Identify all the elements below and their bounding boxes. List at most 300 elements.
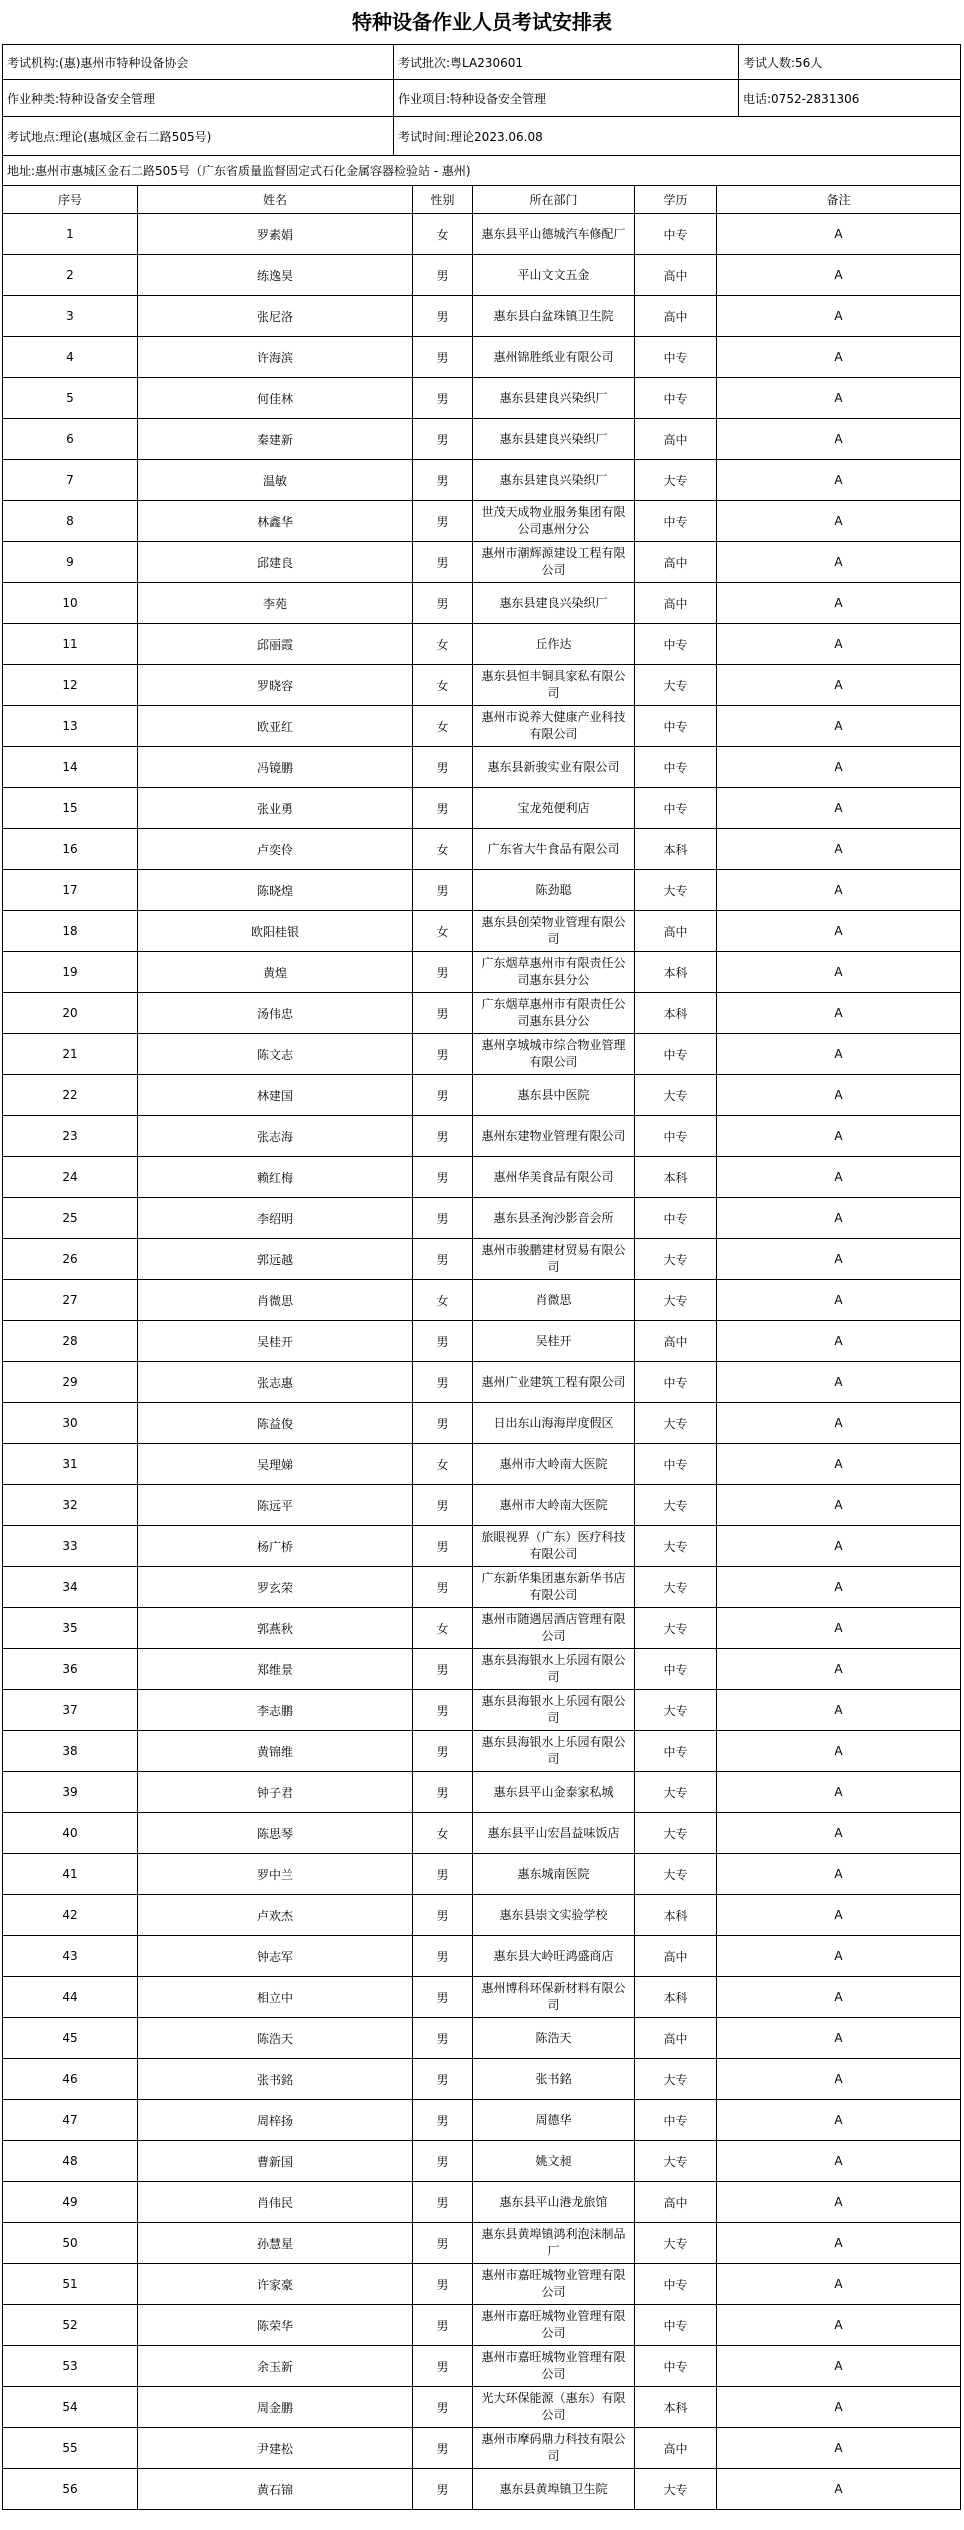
- cell-number: 52: [3, 2305, 138, 2346]
- cell-number: 4: [3, 337, 138, 378]
- cell-gender: 女: [413, 214, 473, 255]
- cell-department: 丘作达: [473, 624, 635, 665]
- table-row: [3, 337, 961, 378]
- table-row: [3, 870, 961, 911]
- table-row: [3, 1567, 961, 1608]
- cell-gender: 男: [413, 1362, 473, 1403]
- cell-name: 余玉新: [138, 2346, 413, 2387]
- cell-department: 惠州博科环保新材料有限公司: [473, 1977, 635, 2018]
- cell-gender: 男: [413, 1321, 473, 1362]
- cell-name: 钟志军: [138, 1936, 413, 1977]
- table-row: [3, 1280, 961, 1321]
- table-row: [3, 665, 961, 706]
- cell-name: 郑维景: [138, 1649, 413, 1690]
- cell-gender: 女: [413, 706, 473, 747]
- cell-number: 14: [3, 747, 138, 788]
- cell-education: 中专: [635, 788, 717, 829]
- contact-phone: 电话:0752-2831306: [739, 80, 961, 117]
- cell-education: 中专: [635, 1198, 717, 1239]
- cell-remark: A: [717, 1977, 961, 2018]
- cell-number: 35: [3, 1608, 138, 1649]
- cell-education: 大专: [635, 1608, 717, 1649]
- cell-name: 周梓扬: [138, 2100, 413, 2141]
- cell-gender: 男: [413, 1198, 473, 1239]
- table-row: [3, 1731, 961, 1772]
- cell-department: 惠东县平山宏昌益味饭店: [473, 1813, 635, 1854]
- cell-department: 惠州市潮辉源建设工程有限公司: [473, 542, 635, 583]
- cell-name: 卢奕伶: [138, 829, 413, 870]
- cell-remark: A: [717, 1444, 961, 1485]
- table-row: [3, 1895, 961, 1936]
- cell-name: 陈益俊: [138, 1403, 413, 1444]
- cell-department: 平山文文五金: [473, 255, 635, 296]
- cell-department: 惠东县建良兴染织厂: [473, 378, 635, 419]
- cell-name: 冯镜鹏: [138, 747, 413, 788]
- table-row: [3, 1977, 961, 2018]
- cell-number: 37: [3, 1690, 138, 1731]
- cell-number: 19: [3, 952, 138, 993]
- cell-gender: 男: [413, 501, 473, 542]
- cell-gender: 男: [413, 2018, 473, 2059]
- cell-department: 惠州市大岭南大医院: [473, 1444, 635, 1485]
- cell-number: 24: [3, 1157, 138, 1198]
- table-row: [3, 1116, 961, 1157]
- cell-remark: A: [717, 501, 961, 542]
- cell-gender: 男: [413, 2387, 473, 2428]
- cell-gender: 女: [413, 1813, 473, 1854]
- cell-number: 20: [3, 993, 138, 1034]
- cell-department: 惠东县平山港龙旅馆: [473, 2182, 635, 2223]
- cell-remark: A: [717, 419, 961, 460]
- table-row: [3, 460, 961, 501]
- col-header-name: 姓名: [138, 186, 413, 214]
- table-row: [3, 583, 961, 624]
- cell-remark: A: [717, 624, 961, 665]
- cell-name: 张书銘: [138, 2059, 413, 2100]
- cell-department: 惠州东建物业管理有限公司: [473, 1116, 635, 1157]
- cell-number: 49: [3, 2182, 138, 2223]
- table-row: [3, 2059, 961, 2100]
- cell-number: 27: [3, 1280, 138, 1321]
- cell-name: 陈晓煌: [138, 870, 413, 911]
- cell-number: 9: [3, 542, 138, 583]
- cell-education: 中专: [635, 624, 717, 665]
- cell-number: 8: [3, 501, 138, 542]
- cell-number: 40: [3, 1813, 138, 1854]
- cell-education: 大专: [635, 2059, 717, 2100]
- cell-number: 54: [3, 2387, 138, 2428]
- cell-gender: 女: [413, 665, 473, 706]
- cell-gender: 男: [413, 1854, 473, 1895]
- cell-number: 16: [3, 829, 138, 870]
- cell-gender: 男: [413, 993, 473, 1034]
- table-row: [3, 2387, 961, 2428]
- cell-department: 惠州市说养大健康产业科技有限公司: [473, 706, 635, 747]
- cell-department: 陈浩天: [473, 2018, 635, 2059]
- cell-education: 本科: [635, 1977, 717, 2018]
- cell-name: 陈浩天: [138, 2018, 413, 2059]
- cell-name: 张业勇: [138, 788, 413, 829]
- cell-education: 中专: [635, 1116, 717, 1157]
- cell-education: 本科: [635, 952, 717, 993]
- cell-gender: 男: [413, 583, 473, 624]
- cell-name: 钟子君: [138, 1772, 413, 1813]
- cell-number: 56: [3, 2469, 138, 2510]
- table-row: [3, 2469, 961, 2510]
- cell-remark: A: [717, 1895, 961, 1936]
- cell-gender: 男: [413, 1731, 473, 1772]
- cell-number: 43: [3, 1936, 138, 1977]
- cell-department: 惠州市摩码鼎力科技有限公司: [473, 2428, 635, 2469]
- cell-name: 罗晓容: [138, 665, 413, 706]
- cell-education: 中专: [635, 2100, 717, 2141]
- table-row: [3, 1936, 961, 1977]
- cell-remark: A: [717, 1526, 961, 1567]
- cell-remark: A: [717, 1567, 961, 1608]
- cell-education: 中专: [635, 1034, 717, 1075]
- cell-remark: A: [717, 1936, 961, 1977]
- table-row: [3, 706, 961, 747]
- cell-education: 中专: [635, 2305, 717, 2346]
- cell-name: 吴桂开: [138, 1321, 413, 1362]
- table-row: [3, 1075, 961, 1116]
- cell-number: 41: [3, 1854, 138, 1895]
- cell-gender: 男: [413, 2428, 473, 2469]
- cell-remark: A: [717, 378, 961, 419]
- cell-gender: 男: [413, 1403, 473, 1444]
- table-row: [3, 788, 961, 829]
- cell-number: 53: [3, 2346, 138, 2387]
- table-row: [3, 378, 961, 419]
- table-row: [3, 1034, 961, 1075]
- cell-name: 李志鹏: [138, 1690, 413, 1731]
- cell-education: 中专: [635, 1731, 717, 1772]
- cell-number: 21: [3, 1034, 138, 1075]
- cell-name: 肖伟民: [138, 2182, 413, 2223]
- cell-department: 惠东县崇文实验学校: [473, 1895, 635, 1936]
- cell-department: 惠东县恒丰铜具家私有限公司: [473, 665, 635, 706]
- cell-remark: A: [717, 2469, 961, 2510]
- cell-department: 惠州市嘉旺城物业管理有限公司: [473, 2346, 635, 2387]
- cell-number: 13: [3, 706, 138, 747]
- cell-remark: A: [717, 1280, 961, 1321]
- cell-gender: 女: [413, 624, 473, 665]
- cell-gender: 男: [413, 1649, 473, 1690]
- table-row: [3, 2018, 961, 2059]
- table-row: [3, 2305, 961, 2346]
- col-header-department: 所在部门: [473, 186, 635, 214]
- table-row: [3, 911, 961, 952]
- cell-education: 本科: [635, 829, 717, 870]
- cell-gender: 男: [413, 1690, 473, 1731]
- cell-gender: 男: [413, 296, 473, 337]
- cell-education: 中专: [635, 337, 717, 378]
- cell-name: 赖红梅: [138, 1157, 413, 1198]
- cell-remark: A: [717, 1239, 961, 1280]
- cell-gender: 男: [413, 2264, 473, 2305]
- cell-remark: A: [717, 2346, 961, 2387]
- cell-number: 1: [3, 214, 138, 255]
- cell-gender: 男: [413, 1485, 473, 1526]
- cell-gender: 男: [413, 255, 473, 296]
- cell-gender: 男: [413, 952, 473, 993]
- cell-department: 惠东县建良兴染织厂: [473, 460, 635, 501]
- cell-remark: A: [717, 911, 961, 952]
- cell-remark: A: [717, 1362, 961, 1403]
- cell-name: 汤伟忠: [138, 993, 413, 1034]
- exam-count: 考试人数:56人: [739, 45, 961, 80]
- cell-remark: A: [717, 2018, 961, 2059]
- cell-name: 曹新国: [138, 2141, 413, 2182]
- table-row: [3, 1813, 961, 1854]
- cell-education: 本科: [635, 2387, 717, 2428]
- cell-remark: A: [717, 2387, 961, 2428]
- table-row: [3, 1321, 961, 1362]
- cell-education: 大专: [635, 1485, 717, 1526]
- exam-address: 地址:惠州市惠城区金石二路505号（广东省质量监督固定式石化金属容器检验站 - 惠州): [3, 156, 961, 186]
- table-row: [3, 993, 961, 1034]
- cell-department: 惠州市大岭南大医院: [473, 1485, 635, 1526]
- page-title: 特种设备作业人员考试安排表: [352, 10, 612, 34]
- exam-time: 考试时间:理论2023.06.08: [394, 117, 961, 156]
- cell-name: 李苑: [138, 583, 413, 624]
- cell-department: 惠州市嘉旺城物业管理有限公司: [473, 2305, 635, 2346]
- cell-remark: A: [717, 2428, 961, 2469]
- cell-gender: 男: [413, 2305, 473, 2346]
- cell-number: 18: [3, 911, 138, 952]
- cell-number: 32: [3, 1485, 138, 1526]
- cell-education: 高中: [635, 419, 717, 460]
- cell-department: 世茂天成物业服务集团有限公司惠州分公: [473, 501, 635, 542]
- cell-gender: 男: [413, 788, 473, 829]
- cell-remark: A: [717, 542, 961, 583]
- table-row: [3, 542, 961, 583]
- cell-name: 温敏: [138, 460, 413, 501]
- cell-gender: 男: [413, 1075, 473, 1116]
- roster-table: [2, 185, 961, 2510]
- cell-remark: A: [717, 993, 961, 1034]
- cell-education: 高中: [635, 911, 717, 952]
- exam-location: 考试地点:理论(惠城区金石二路505号): [3, 117, 394, 156]
- table-row: [3, 1157, 961, 1198]
- cell-education: 大专: [635, 2141, 717, 2182]
- cell-gender: 男: [413, 2059, 473, 2100]
- cell-remark: A: [717, 952, 961, 993]
- cell-number: 39: [3, 1772, 138, 1813]
- cell-remark: A: [717, 747, 961, 788]
- cell-number: 38: [3, 1731, 138, 1772]
- cell-department: 肖微思: [473, 1280, 635, 1321]
- cell-remark: A: [717, 2264, 961, 2305]
- cell-number: 36: [3, 1649, 138, 1690]
- cell-name: 卢欢杰: [138, 1895, 413, 1936]
- cell-name: 许家豪: [138, 2264, 413, 2305]
- cell-department: 惠东县圣洵沙影音会所: [473, 1198, 635, 1239]
- cell-department: 惠州广业建筑工程有限公司: [473, 1362, 635, 1403]
- cell-education: 本科: [635, 993, 717, 1034]
- cell-department: 惠东县海银水上乐园有限公司: [473, 1690, 635, 1731]
- cell-education: 大专: [635, 665, 717, 706]
- cell-remark: A: [717, 1690, 961, 1731]
- cell-number: 30: [3, 1403, 138, 1444]
- cell-number: 48: [3, 2141, 138, 2182]
- cell-name: 秦建新: [138, 419, 413, 460]
- cell-number: 44: [3, 1977, 138, 2018]
- cell-department: 惠州市骏鹏建材贸易有限公司: [473, 1239, 635, 1280]
- table-row: [3, 1485, 961, 1526]
- table-row: [3, 2264, 961, 2305]
- cell-name: 罗素娟: [138, 214, 413, 255]
- cell-number: 17: [3, 870, 138, 911]
- cell-remark: A: [717, 255, 961, 296]
- cell-education: 中专: [635, 2346, 717, 2387]
- cell-remark: A: [717, 2305, 961, 2346]
- cell-department: 惠州享城城市综合物业管理有限公司: [473, 1034, 635, 1075]
- table-row: [3, 1444, 961, 1485]
- cell-department: 惠州市嘉旺城物业管理有限公司: [473, 2264, 635, 2305]
- cell-name: 张尼洛: [138, 296, 413, 337]
- cell-gender: 女: [413, 1280, 473, 1321]
- cell-department: 张书銘: [473, 2059, 635, 2100]
- cell-gender: 女: [413, 829, 473, 870]
- table-row: [3, 1854, 961, 1895]
- cell-name: 黄锦维: [138, 1731, 413, 1772]
- table-row: [3, 829, 961, 870]
- cell-number: 46: [3, 2059, 138, 2100]
- cell-education: 大专: [635, 1772, 717, 1813]
- cell-name: 邱丽霞: [138, 624, 413, 665]
- cell-education: 高中: [635, 2182, 717, 2223]
- cell-education: 高中: [635, 2428, 717, 2469]
- cell-name: 练逸昊: [138, 255, 413, 296]
- cell-name: 许海滨: [138, 337, 413, 378]
- cell-name: 郭远越: [138, 1239, 413, 1280]
- table-row: [3, 1649, 961, 1690]
- cell-department: 惠东城南医院: [473, 1854, 635, 1895]
- cell-gender: 男: [413, 747, 473, 788]
- cell-name: 陈文志: [138, 1034, 413, 1075]
- cell-gender: 男: [413, 2141, 473, 2182]
- cell-gender: 男: [413, 378, 473, 419]
- cell-department: 姚文昶: [473, 2141, 635, 2182]
- cell-gender: 男: [413, 1116, 473, 1157]
- cell-name: 邱建良: [138, 542, 413, 583]
- cell-name: 孙慧星: [138, 2223, 413, 2264]
- table-row: [3, 624, 961, 665]
- cell-gender: 男: [413, 870, 473, 911]
- table-row: [3, 1608, 961, 1649]
- cell-education: 大专: [635, 1813, 717, 1854]
- cell-number: 15: [3, 788, 138, 829]
- cell-name: 杨广桥: [138, 1526, 413, 1567]
- cell-remark: A: [717, 788, 961, 829]
- cell-education: 大专: [635, 1239, 717, 1280]
- cell-gender: 男: [413, 2100, 473, 2141]
- cell-name: 罗中兰: [138, 1854, 413, 1895]
- cell-gender: 男: [413, 1239, 473, 1280]
- cell-gender: 男: [413, 1772, 473, 1813]
- cell-department: 惠东县海银水上乐园有限公司: [473, 1731, 635, 1772]
- col-header-education: 学历: [635, 186, 717, 214]
- cell-remark: A: [717, 1649, 961, 1690]
- cell-remark: A: [717, 214, 961, 255]
- cell-gender: 男: [413, 2182, 473, 2223]
- cell-name: 欧阳桂银: [138, 911, 413, 952]
- cell-education: 大专: [635, 870, 717, 911]
- cell-name: 黄煌: [138, 952, 413, 993]
- cell-remark: A: [717, 1772, 961, 1813]
- cell-department: 惠东县建良兴染织厂: [473, 419, 635, 460]
- cell-education: 中专: [635, 214, 717, 255]
- cell-education: 高中: [635, 1936, 717, 1977]
- cell-number: 2: [3, 255, 138, 296]
- cell-department: 惠东县白盆珠镇卫生院: [473, 296, 635, 337]
- table-row: [3, 1403, 961, 1444]
- cell-remark: A: [717, 1157, 961, 1198]
- cell-department: 日出东山海海岸度假区: [473, 1403, 635, 1444]
- cell-remark: A: [717, 2141, 961, 2182]
- cell-remark: A: [717, 1608, 961, 1649]
- cell-name: 陈远平: [138, 1485, 413, 1526]
- cell-remark: A: [717, 1198, 961, 1239]
- cell-name: 林建国: [138, 1075, 413, 1116]
- cell-education: 高中: [635, 542, 717, 583]
- cell-education: 高中: [635, 1321, 717, 1362]
- table-row: [3, 952, 961, 993]
- table-row: [3, 2182, 961, 2223]
- cell-education: 中专: [635, 2264, 717, 2305]
- cell-gender: 男: [413, 2469, 473, 2510]
- cell-remark: A: [717, 1034, 961, 1075]
- cell-name: 欧亚红: [138, 706, 413, 747]
- cell-remark: A: [717, 2223, 961, 2264]
- table-row: [3, 2346, 961, 2387]
- cell-remark: A: [717, 1116, 961, 1157]
- cell-education: 高中: [635, 583, 717, 624]
- cell-education: 大专: [635, 2223, 717, 2264]
- table-row: [3, 2223, 961, 2264]
- table-row: [3, 2100, 961, 2141]
- cell-gender: 男: [413, 2346, 473, 2387]
- cell-remark: A: [717, 1321, 961, 1362]
- cell-number: 55: [3, 2428, 138, 2469]
- cell-number: 26: [3, 1239, 138, 1280]
- cell-name: 罗玄荣: [138, 1567, 413, 1608]
- cell-name: 张志海: [138, 1116, 413, 1157]
- cell-number: 33: [3, 1526, 138, 1567]
- cell-number: 7: [3, 460, 138, 501]
- table-row: [3, 1198, 961, 1239]
- cell-number: 51: [3, 2264, 138, 2305]
- cell-name: 黄石锦: [138, 2469, 413, 2510]
- cell-gender: 男: [413, 337, 473, 378]
- cell-remark: A: [717, 583, 961, 624]
- cell-department: 惠州华美食品有限公司: [473, 1157, 635, 1198]
- cell-name: 肖微思: [138, 1280, 413, 1321]
- cell-name: 郭燕秋: [138, 1608, 413, 1649]
- cell-gender: 男: [413, 542, 473, 583]
- cell-number: 12: [3, 665, 138, 706]
- cell-department: 惠东县中医院: [473, 1075, 635, 1116]
- cell-number: 23: [3, 1116, 138, 1157]
- cell-number: 11: [3, 624, 138, 665]
- table-row: [3, 296, 961, 337]
- cell-number: 3: [3, 296, 138, 337]
- table-row: [3, 1526, 961, 1567]
- cell-number: 45: [3, 2018, 138, 2059]
- cell-education: 大专: [635, 1403, 717, 1444]
- cell-education: 中专: [635, 1649, 717, 1690]
